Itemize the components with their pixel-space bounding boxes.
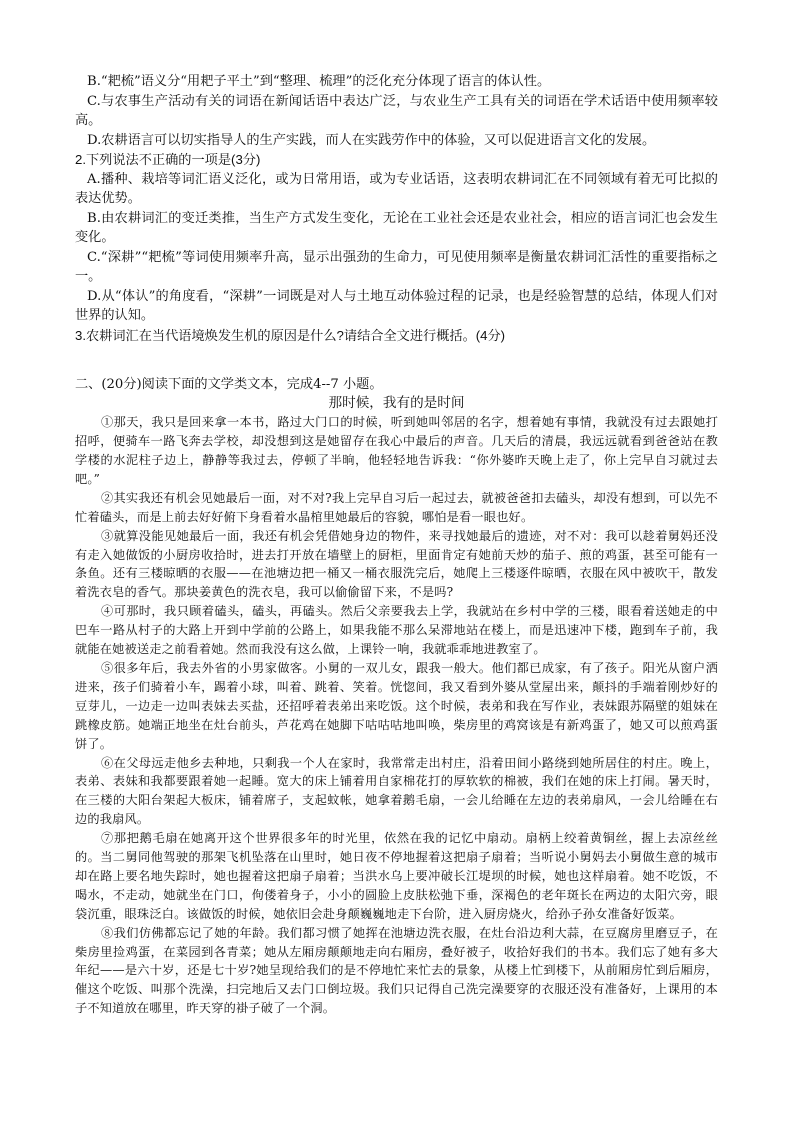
q2-option-a: A.播种、栽培等词汇语义泛化，或为日常用语，或为专业话语，这表明农耕词汇在不同领域有着无可比拟的表达优势。 [75,171,718,207]
answer-space [75,345,718,375]
question-2 [75,150,718,326]
q1-option-d: D.农耕语言可以切实指导人的生产实践，而人在实践劳作中的体验，又可以促进语言文化的发展。 [87,132,656,148]
story-paragraph-8: ⑧我们仿佛都忘记了她的年龄。我们都习惯了她挥在池塘边洗衣服，在灶台沿边利大蒜，在豆腐房里磨豆子，在柴房里捡鸡蛋，在菜园到各青菜；她从左厢房颠颠地走向右厢房，叠好被子，收拾好我们的书本。我们忘了她有多大年纪——是六十岁，还是七十岁?她呈现给我们的是不停地忙来忙去的景象，从楼上忙到楼下，从前厢房忙到后厢房，催这个吃饭、叫那个洗澡，扫完地后又去门口倒垃圾。我们只记得自己洗完澡要穿的衣服还没有准备好，上课用的本子不知道放在哪里，昨天穿的褂子破了一个洞。 [75,925,718,1016]
story-paragraph-4: ④可那时，我只顾着磕头，磕头，再磕头。然后父亲要我去上学，我就站在乡村中学的三楼，眼看着送她走的中巴车一路从村子的大路上开到中学前的公路上，如果我能不那么呆滞地站在楼上，而是迅速冲下楼，跑到车子前，我就能在她被送走之前看着她。然而我没有这么做，上课铃一响，我就乖乖地进教室了。 [75,604,718,657]
story-paragraph-5: ⑤很多年后，我去外省的小男家做客。小舅的一双儿女，跟我一般大。他们都已成家，有了孩子。阳光从窗户洒进来，孩子们骑着小车，踢着小球，叫着、跳着、笑着。恍惚间，我又看到外婆从堂屋出来，颠抖的手端着刚炒好的豆芽儿，一边走一边叫表妹去买盐，还招呼着表弟出来吃饭。这个时候，表弟和我在写作业，表妹跟苏隔壁的姐妹在跳橡皮筋。她端正地坐在灶台前头，芦花鸡在她脚下咕咕咕地叫唤，柴房里的鸡窝该是有新鸡蛋了，她又可以煎鸡蛋饼了。 [75,660,718,751]
q2-stem: 2.下列说法不正确的一项是(3分) [75,152,261,167]
story-paragraph-2: ②其实我还有机会见她最后一面，对不对?我上完早自习后一起过去，就被爸爸扣去磕头，却没有想到，可以先不忙着磕头，而是上前去好好俯下身看着水晶棺里她最后的容貌，哪怕是看一眼也好。 [75,490,718,524]
story-body [75,413,718,1018]
q1-option-c: C.与农事生产活动有关的词语在新闻话语中表达广泛，与农业生产工具有关的词语在学术话语中使用频率较高。 [75,93,718,128]
story-paragraph-1: ①那天，我只是回来拿一本书，路过大门口的时候，听到她叫邻居的名字，想着她有事情，我就没有过去跟她打招呼，便骑车一路飞奔去学校，却没想到这是她留存在我心中最后的声音。几天后的清晨，我远远就看到爸爸站在教学楼的水泥柱子边上，静静等我过去，停顿了半晌，他轻轻地告诉我：“你外婆昨天晚上走了，你上完早自习就过去吧。” [75,415,718,486]
section-2 [75,375,718,1018]
exam-page [75,72,718,1018]
q2-option-c: C.“深耕”“耙梳”等词使用频率升高，显示出强劲的生命力，可见使用频率是衡量农耕词汇活性的重要指标之一。 [75,249,718,285]
story-paragraph-3: ③就算没能见她最后一面，我还有机会凭借她身边的物件，来寻找她最后的遗迹，对不对：我可以趁着舅妈还没有走入她做饭的小厨房收拾时，进去打开放在墙壁上的厨柜，里面肯定有她前天炒的茄子、煎的鸡蛋，甚至可能有一条鱼。还有三楼晾晒的衣服——在池塘边把一桶又一桶衣服洗完后，她爬上三楼逐件晾晒，衣服在风中被吹干，散发着洗衣皂的香气。那块姜黄色的洗衣皂，我可以偷偷留下来，不是吗? [75,528,718,600]
q2-option-b: B.由农耕词汇的变迁类推，当生产方式发生变化，无论在工业社会还是农业社会，相应的语言词汇也会发生变化。 [75,210,718,246]
q1-option-b: B.“耙梳”语义分“用耙子平土”到“整理、梳理”的泛化充分体现了语言的体认性。 [87,74,551,89]
story-paragraph-7: ⑦那把鹅毛扇在她离开这个世界很多年的时光里，依然在我的记忆中扇动。扇柄上绞着黄铜丝，握上去凉丝丝的。当二舅同他驾驶的那架飞机坠落在山里时，她日夜不停地握着这把扇子扇着；当听说小舅妈去小舅做生意的城市却在路上要名地失踪时，她也握着这把扇子扇着；当洪水乌上要冲破长江堤坝的时候，她也这样扇着。她不吃饭，不喝水，不走动，她就坐在门口，佝偻着身子，小小的圆脸上皮肤松弛下垂，深褐色的老年斑长在两边的太阳穴旁，眼袋沉重，眼珠泛白。该做饭的时候，她依旧会赴身颠巍巍地走下台阶，进入厨房烧火，给孙子孙女准备好饭菜。 [75,831,718,921]
question-3: 3.农耕词汇在当代语境焕发生机的原因是什么?请结合全文进行概括。(4分) [75,327,506,343]
story-title: 那时候，我有的是时间 [328,395,465,412]
q2-option-d: D.从“体认”的角度看，“深耕”一词既是对人与土地互动体验过程的记录，也是经验智慧的总结，体现人们对世界的认知。 [75,288,718,324]
section-2-heading: 二、(20分)阅读下面的文学类文本，完成4--7 小题。 [75,377,383,393]
question-1-options [75,72,718,150]
story-paragraph-6: ⑥在父母远走他乡去种地，只剩我一个人在家时，我常常走出村庄，沿着田间小路绕到她所居住的村庄。晚上，表弟、表妹和我都要跟着她一起睡。宽大的床上铺着用自家棉花打的厚软软的棉被，我们在她的床上打闹。暑天时，在三楼的大阳台架起大板床，铺着席子，支起蚊帐，她拿着鹅毛扇，一会儿给睡在左边的表弟扇风，一会儿给睡在右边的我扇风。 [75,755,718,827]
